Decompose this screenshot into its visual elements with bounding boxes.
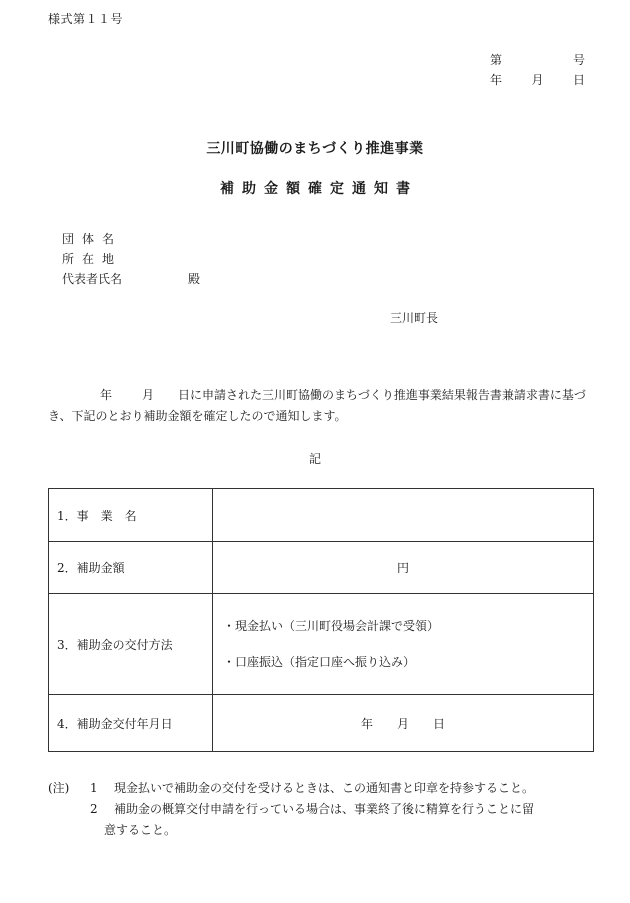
location-label: 所在地 xyxy=(62,252,123,266)
honorific-dono: 殿 xyxy=(188,272,201,286)
doc-date-month: 月 xyxy=(531,73,544,87)
body-month: 月 xyxy=(142,388,155,402)
payment-option-transfer: ・口座振込（指定口座へ振り込み） xyxy=(223,655,416,669)
table-row xyxy=(49,489,594,542)
representative-label: 代表者氏名 xyxy=(62,272,123,286)
details-table xyxy=(48,488,594,752)
doc-date-year: 年 xyxy=(490,73,503,87)
project-name-value xyxy=(213,489,594,542)
doc-date-day: 日 xyxy=(572,73,585,87)
document-title-line2: 補助金額確定通知書 xyxy=(220,181,418,197)
table-row xyxy=(49,542,594,594)
notice-body xyxy=(48,385,588,427)
note-1-text: 現金払いで補助金の交付を受けるときは、この通知書と印章を持参すること。 xyxy=(114,781,535,795)
subsidy-amount-value: 円 xyxy=(213,542,594,594)
note-1-number: 1 xyxy=(90,781,98,795)
payment-option-cash: ・現金払い（三川町役場会計課で受領） xyxy=(223,619,440,633)
payment-method-label: 3．補助金の交付方法 xyxy=(49,594,213,695)
form-number: 様式第１１号 xyxy=(48,12,124,26)
project-name-label: 1．事 業 名 xyxy=(49,489,213,542)
addressee-block xyxy=(62,229,200,289)
payment-method-options xyxy=(213,594,594,695)
ki-heading: 記 xyxy=(308,452,321,466)
doc-number-go: 号 xyxy=(572,53,585,67)
body-text: 日に申請された三川町協働のまちづくり推進事業結果報告書兼請求書に基づき、下記のとおり補助金額を確定したので通知します。 xyxy=(48,388,586,423)
notes-block xyxy=(48,778,593,841)
document-number-block xyxy=(490,50,585,90)
issuer-name: 三川町長 xyxy=(390,311,439,325)
document-title-line1: 三川町協働のまちづくり推進事業 xyxy=(206,141,424,157)
notes-prefix: (注) xyxy=(48,781,70,795)
note-2-continuation: 意すること。 xyxy=(104,823,177,837)
table-row xyxy=(49,594,594,695)
note-2-number: 2 xyxy=(90,802,98,816)
doc-number-dai: 第 xyxy=(490,53,503,67)
subsidy-amount-label: 2．補助金額 xyxy=(49,542,213,594)
table-row xyxy=(49,695,594,752)
note-2-text: 補助金の概算交付申請を行っている場合は、事業終了後に精算を行うことに留 xyxy=(114,802,535,816)
payment-date-value: 年 月 日 xyxy=(213,695,594,752)
org-name-label: 団体名 xyxy=(62,232,123,246)
payment-date-label: 4．補助金交付年月日 xyxy=(49,695,213,752)
body-year: 年 xyxy=(100,388,113,402)
